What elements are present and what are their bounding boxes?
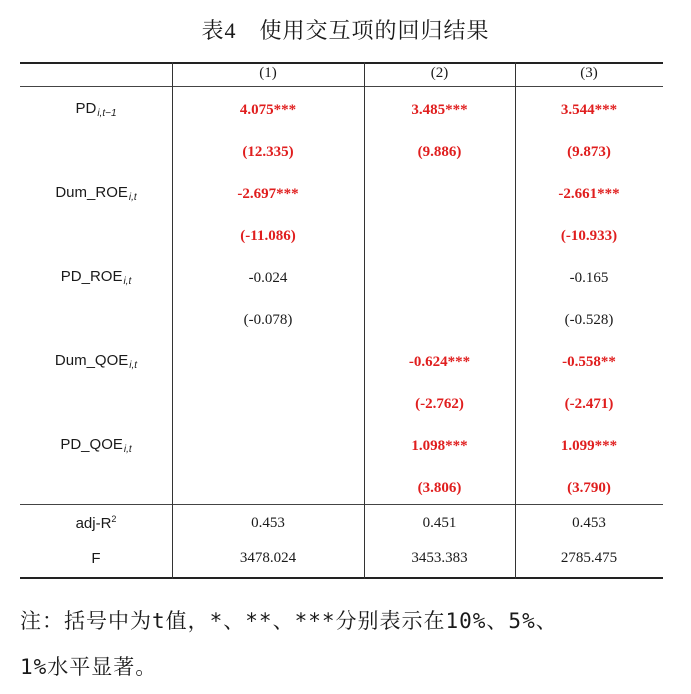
row-label [20,352,172,371]
row-label-subscript: i,t [123,276,132,287]
coef-cell: 1.099*** [560,438,618,454]
tstat-cell: (12.335) [242,144,294,160]
tstat-cell: (-11.086) [240,228,296,244]
bottom-rule [20,577,663,579]
coef-cell: -0.024 [248,270,288,286]
stat-label [20,550,172,567]
coef-cell: 3.544*** [560,102,618,118]
coef-cell: 1.098*** [411,438,468,454]
note-line-2: 1%水平显著。 [20,655,158,679]
stat-cell: 3478.024 [239,550,297,566]
tstat-cell: (-2.471) [564,396,614,412]
header-rule [20,86,663,87]
stat-cell: 0.453 [251,515,285,531]
column-header: (3) [580,65,598,81]
row-label-subscript: i,t−1 [97,108,117,119]
stat-label-main: adj-R [75,515,112,532]
row-label-main: PD [75,100,97,117]
tstat-cell: (3.790) [567,480,611,496]
stats-rule [20,504,663,505]
column-header: (2) [430,65,449,81]
note-line-1: 注：括号中为t值，*、**、***分别表示在10%、5%、 [20,609,558,633]
coef-cell: 4.075*** [239,102,297,118]
row-label-subscript: i,t [128,192,137,203]
coef-cell: -0.165 [569,270,609,286]
row-label-main: Dum_ROE [55,184,128,201]
stat-cell: 3453.383 [411,550,468,566]
row-label [20,268,172,287]
tstat-cell: (9.886) [417,144,462,160]
row-label [20,436,172,455]
row-label [20,184,172,203]
tstat-cell: (-2.762) [415,396,464,412]
coef-cell: -0.558** [562,354,616,370]
stat-label [20,514,172,532]
coef-cell: -2.661*** [558,186,620,202]
row-label [20,100,172,119]
column-divider [364,62,365,579]
coef-cell: -0.624*** [408,354,471,370]
row-label-subscript: i,t [123,444,132,455]
tstat-cell: (9.873) [567,144,611,160]
row-label-main: PD_QOE [60,436,123,453]
tstat-cell: (-0.078) [243,312,293,328]
stat-cell: 2785.475 [560,550,618,566]
stat-label-main: F [91,550,101,567]
tstat-cell: (-10.933) [560,228,618,244]
stat-label-superscript: 2 [111,514,117,524]
column-header: (1) [259,65,277,81]
row-label-main: PD_ROE [60,268,123,285]
table-note [20,598,680,690]
regression-table [20,62,663,579]
tstat-cell: (-0.528) [564,312,614,328]
row-label-subscript: i,t [129,360,138,371]
coef-cell: -2.697*** [237,186,299,202]
top-rule [20,62,663,64]
tstat-cell: (3.806) [417,480,462,496]
stat-cell: 0.451 [422,515,457,531]
row-label-main: Dum_QOE [54,352,129,369]
table-title: 表4 使用交互项的回归结果 [201,18,490,43]
stat-cell: 0.453 [572,515,606,531]
coef-cell: 3.485*** [411,102,468,118]
